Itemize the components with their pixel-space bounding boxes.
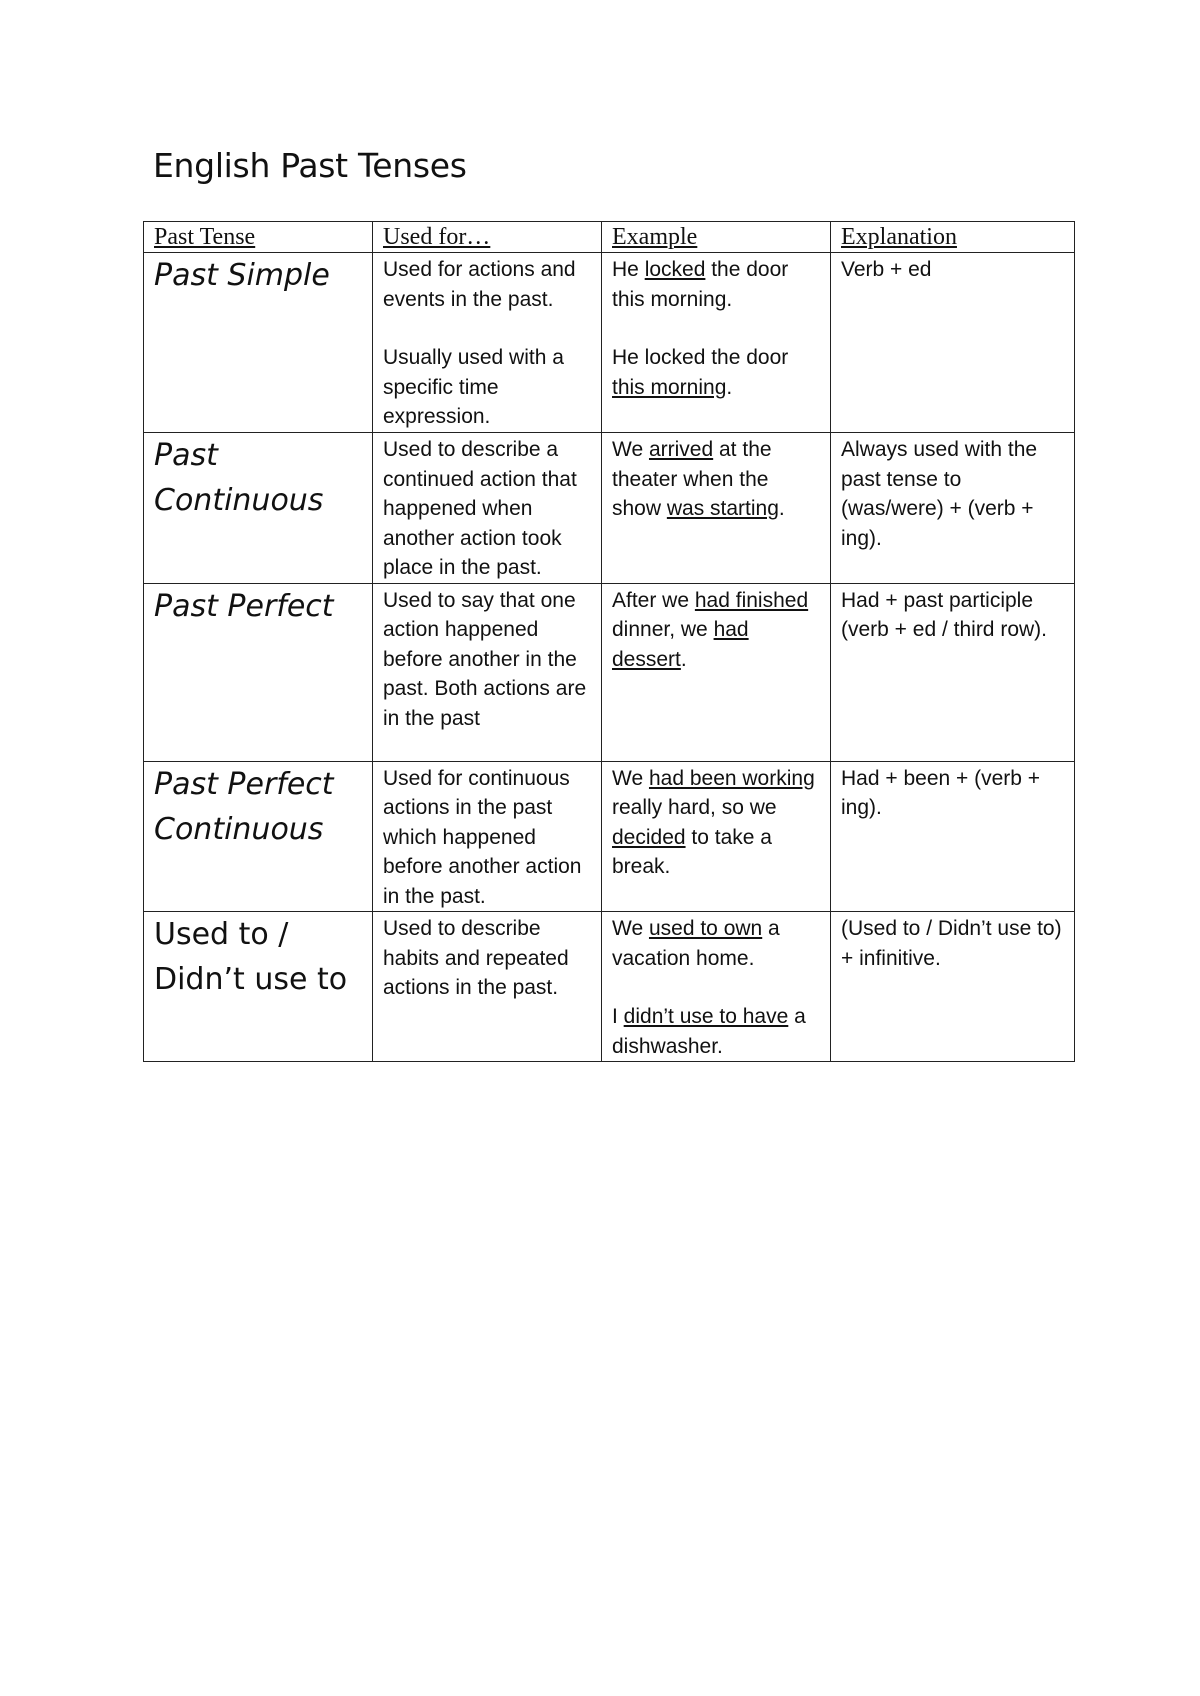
example-verb: this morning	[612, 375, 727, 399]
used-for-cell: Used for continuous actions in the past which happened before another action in the past.	[373, 761, 602, 912]
example-verb: was starting	[666, 497, 779, 520]
header-explanation: Explanation	[831, 222, 1075, 253]
table-row	[144, 433, 1075, 584]
example-verb: had been working	[648, 766, 815, 790]
past-tenses-table	[143, 221, 1075, 1062]
explanation-cell: Had + past participle (verb + ed / third row).	[831, 583, 1075, 761]
used-for-cell: Used to say that one action happened before another in the past. Both actions are in the past	[373, 583, 602, 761]
example-cell	[602, 912, 831, 1062]
example-text: really hard, so we	[612, 796, 777, 819]
example-text: at the theater when the show	[612, 438, 772, 520]
example-text: .	[680, 647, 687, 671]
example-cell	[602, 761, 831, 912]
header-example: Example	[602, 222, 831, 253]
example-text: .	[778, 497, 785, 520]
table-row	[144, 253, 1075, 433]
example-text: We	[612, 438, 649, 461]
explanation-cell: Verb + ed	[831, 253, 1075, 433]
example-verb: used to own	[648, 917, 763, 940]
header-past-tense: Past Tense	[144, 222, 373, 253]
explanation-cell: Had + been + (verb + ing).	[831, 761, 1075, 912]
used-for-text: Usually used with a specific time expression.	[383, 346, 564, 428]
table-row	[144, 761, 1075, 912]
example-text: a vacation home.	[612, 917, 780, 970]
used-for-text: Used for actions and events in the past.	[383, 258, 576, 311]
example-text: dinner, we	[612, 618, 714, 641]
used-for-cell: Used to describe habits and repeated actions in the past.	[373, 912, 602, 1062]
example-cell	[602, 253, 831, 433]
table-header-row	[144, 222, 1075, 253]
example-cell	[602, 433, 831, 584]
example-text: to take a break.	[612, 825, 772, 878]
example-verb: decided	[612, 825, 686, 849]
table-row	[144, 912, 1075, 1062]
example-verb: locked	[644, 258, 706, 281]
example-verb: didn’t use to have	[623, 1005, 789, 1028]
example-text: He	[612, 258, 645, 281]
example-verb: arrived	[648, 438, 714, 461]
example-cell	[602, 583, 831, 761]
page-title: English Past Tenses	[153, 146, 467, 185]
tense-name: Past Perfect Continuous	[144, 761, 373, 912]
explanation-cell: (Used to / Didn’t use to) + infinitive.	[831, 912, 1075, 1062]
explanation-cell: Always used with the past tense to (was/were) + (verb + ing).	[831, 433, 1075, 584]
example-text: I	[612, 1005, 624, 1028]
tense-name: Past Simple	[144, 253, 373, 433]
example-text: We	[612, 917, 649, 940]
header-used-for: Used for…	[373, 222, 602, 253]
example-text: .	[726, 375, 733, 399]
example-verb: had finished	[694, 588, 809, 612]
example-verb: had dessert	[612, 618, 749, 671]
tense-name: Past Continuous	[144, 433, 373, 584]
used-for-cell	[373, 253, 602, 433]
example-text: He locked the door	[612, 346, 789, 369]
example-text: the door this morning.	[612, 258, 789, 311]
tense-name: Past Perfect	[144, 583, 373, 761]
used-for-cell: Used to describe a continued action that happened when another action took place in the past.	[373, 433, 602, 584]
example-text: We	[612, 766, 649, 790]
tense-name: Used to / Didn’t use to	[144, 912, 373, 1062]
example-text: a dishwasher.	[612, 1005, 806, 1058]
table-row	[144, 583, 1075, 761]
example-text: After we	[612, 588, 695, 612]
